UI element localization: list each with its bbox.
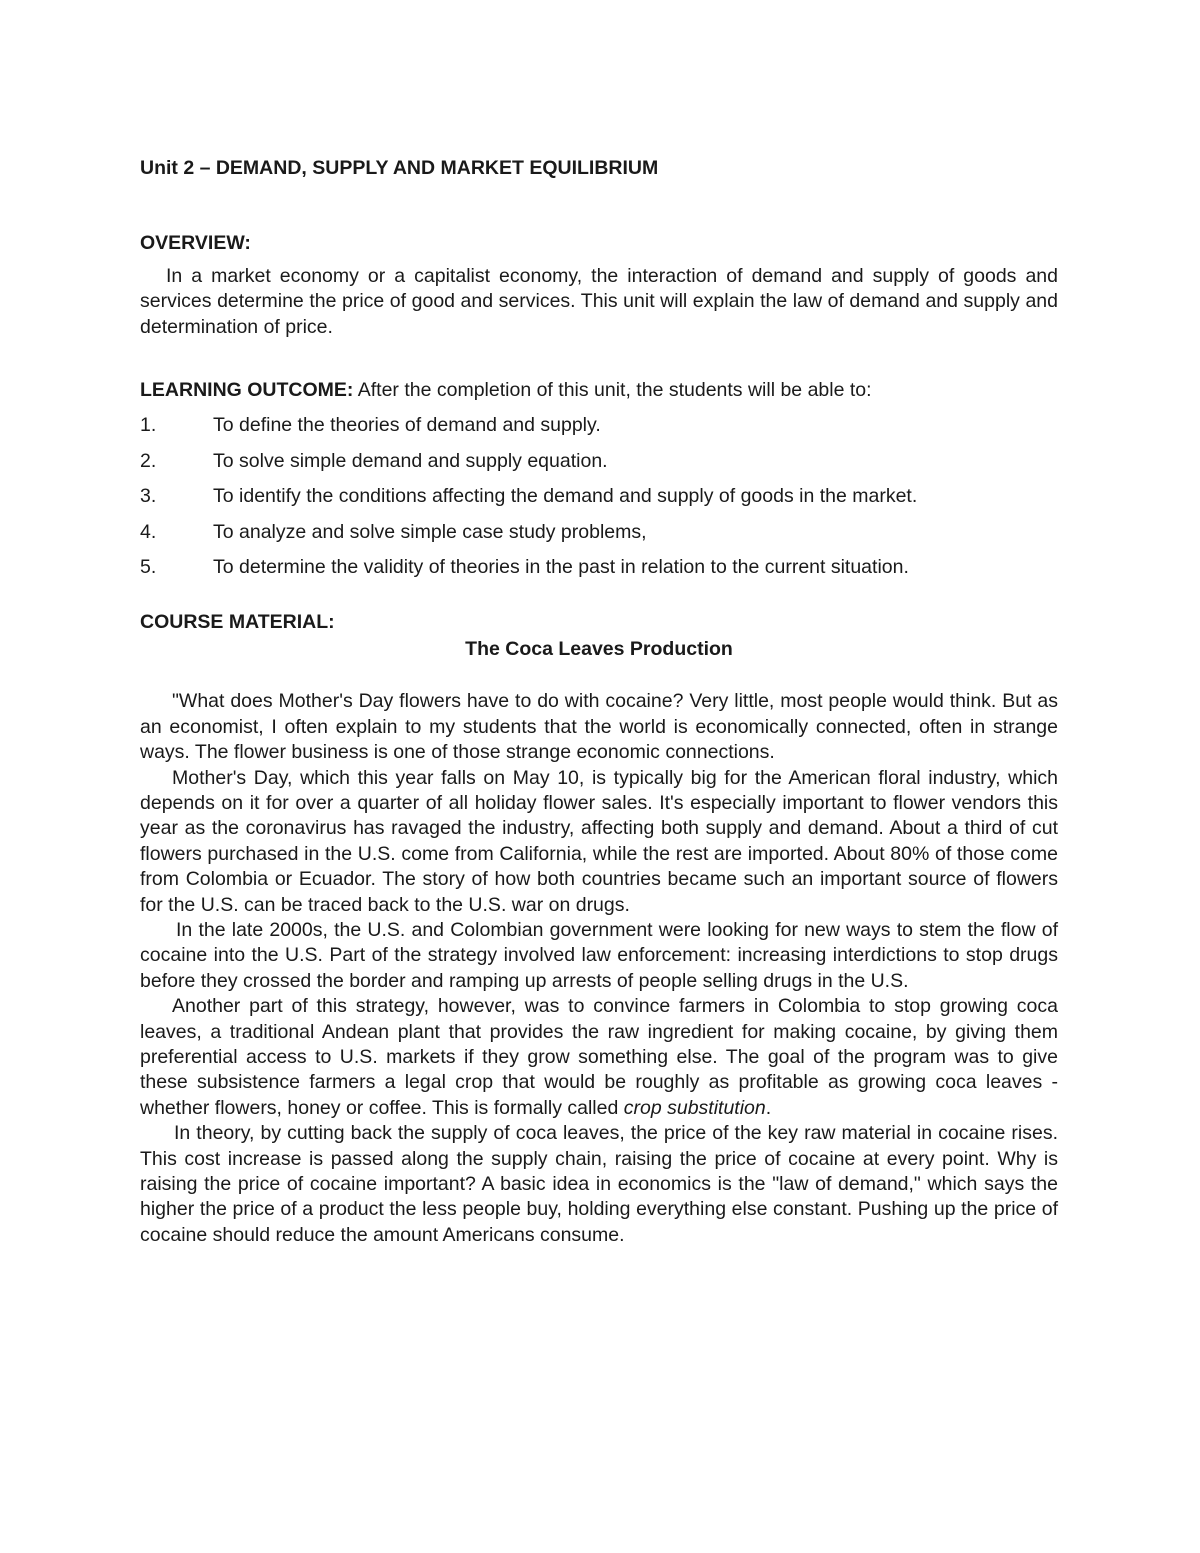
list-item-number: 5. xyxy=(140,556,157,579)
list-item-number: 1. xyxy=(140,414,157,437)
unit-title: Unit 2 – DEMAND, SUPPLY AND MARKET EQUILIBRIUM xyxy=(140,157,659,179)
list-item xyxy=(140,520,1058,545)
story-title: The Coca Leaves Production xyxy=(465,637,733,660)
list-item-text: To define the theories of demand and supply. xyxy=(213,414,601,437)
story-paragraph: "What does Mother's Day flowers have to do with cocaine? Very little, most people would think. But as an economist, I often explain to my students that the world is economically connected, often in strange ways. The flower business is one of those strange economic connections. xyxy=(140,690,1058,764)
list-item-number: 4. xyxy=(140,520,157,543)
story-paragraph-end: . xyxy=(765,1096,772,1119)
story-paragraph: In the late 2000s, the U.S. and Colombian government were looking for new ways to stem the flow of cocaine into the U.S. Part of the strategy involved law enforcement: increasing interdictions to stop drugs before they crossed the border and ramping up arrests of people selling drugs in the U.S. xyxy=(140,918,1058,992)
list-item-number: 3. xyxy=(140,485,157,508)
story-paragraph: In theory, by cutting back the supply of coca leaves, the price of the key raw material in cocaine rises. This cost increase is passed along the supply chain, raising the price of cocaine at every point. Why is raising the price of cocaine important? A basic idea in economics is the "law of demand," which says the higher the price of a product the less people buy, holding everything else constant. Pushing up the price of cocaine should reduce the amount Americans consume. xyxy=(140,1122,1058,1246)
list-item-text: To identify the conditions affecting the demand and supply of goods in the market. xyxy=(213,485,918,508)
learning-outcome xyxy=(140,378,1058,403)
course-material-heading: COURSE MATERIAL: xyxy=(140,611,335,634)
story-body xyxy=(140,689,1058,1248)
list-item xyxy=(140,413,1058,438)
story-paragraph-text: Another part of this strategy, however, was to convince farmers in Colombia to stop growing coca leaves, a traditional Andean plant that provides the raw ingredient for making cocaine, by giving them preferential access to U.S. markets if they grow something else. The goal of the program was to give these subsistence farmers a legal crop that would be roughly as profitable as growing coca leaves - whether flowers, honey or coffee. This is formally called xyxy=(140,995,1058,1119)
list-item xyxy=(140,449,1058,474)
list-item xyxy=(140,484,1058,509)
document-page xyxy=(140,156,1058,1248)
overview-heading: OVERVIEW: xyxy=(140,232,251,255)
crop-substitution-term: crop substitution xyxy=(623,1096,766,1119)
learning-outcome-heading: LEARNING OUTCOME: xyxy=(140,379,354,402)
list-item xyxy=(140,555,1058,580)
list-item-text: To solve simple demand and supply equation. xyxy=(213,449,608,472)
story-paragraph: Mother's Day, which this year falls on May 10, is typically big for the American floral industry, which depends on it for over a quarter of all holiday flower sales. It's especially important to flower vendors this year as the coronavirus has ravaged the industry, affecting both supply and demand. About a third of cut flowers purchased in the U.S. come from California, while the rest are imported. About 80% of those come from Colombia or Ecuador. The story of how both countries became such an important source of flowers for the U.S. can be traced back to the U.S. war on drugs. xyxy=(140,766,1058,916)
learning-outcome-intro: After the completion of this unit, the students will be able to: xyxy=(353,379,872,402)
list-item-text: To determine the validity of theories in the past in relation to the current situation. xyxy=(213,556,909,579)
list-item-number: 2. xyxy=(140,449,157,472)
story-paragraph xyxy=(140,994,1058,1121)
learning-outcome-list xyxy=(140,413,1058,580)
overview-body: In a market economy or a capitalist economy, the interaction of demand and supply of goods and services determine the price of good and services. This unit will explain the law of demand and supply and determination of price. xyxy=(140,264,1058,338)
list-item-text: To analyze and solve simple case study problems, xyxy=(213,520,647,543)
